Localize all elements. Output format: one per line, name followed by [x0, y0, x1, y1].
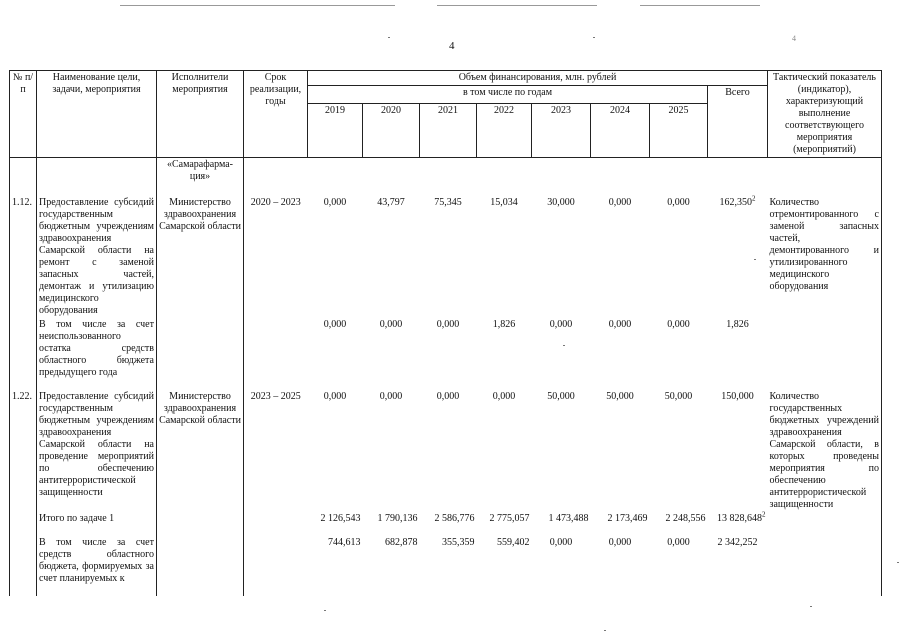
row-number: 1.22. — [10, 390, 37, 512]
header-by-years: в том числе по годам — [308, 86, 708, 104]
scan-speck — [324, 610, 326, 611]
value-2024: 0,000 — [608, 196, 632, 208]
row-period: 2023 – 2025 — [250, 390, 301, 402]
value-2020: 0,000 — [379, 318, 403, 330]
value-2021: 355,359 — [442, 536, 475, 548]
value-2024: 0,000 — [608, 536, 632, 548]
value-2020: 0,000 — [379, 390, 403, 402]
row-executor: Министерство здравоохранения Самарской области — [157, 390, 244, 512]
table-row — [10, 390, 882, 512]
value-2022: 0,000 — [492, 390, 516, 402]
row-name: Итого по задаче 1 — [37, 512, 157, 536]
value-2024: 0,000 — [608, 318, 632, 330]
header-year: 2020 — [363, 104, 420, 158]
scan-speck — [593, 37, 595, 38]
value-2019: 0,000 — [323, 196, 347, 208]
value-2023: 0,000 — [549, 318, 573, 330]
header-funding: Объем финансирования, млн. рублей — [308, 71, 768, 86]
scan-edge-line — [437, 5, 597, 6]
header-year: 2025 — [650, 104, 708, 158]
value-2025: 0,000 — [667, 318, 690, 330]
value-2023: 1 473,488 — [548, 512, 589, 524]
table-row — [10, 318, 882, 390]
value-2020: 43,797 — [377, 196, 405, 208]
header-year: 2021 — [420, 104, 477, 158]
value-total — [708, 196, 768, 318]
value-total — [708, 512, 768, 536]
corner-mark: 4 — [792, 34, 796, 43]
value-total: 2 342,252 — [717, 536, 758, 548]
value-2025: 50,000 — [664, 390, 693, 402]
program-table — [9, 70, 882, 596]
value-2021: 2 586,776 — [434, 512, 475, 524]
value-total: 150,000 — [721, 390, 754, 402]
value-2019: 744,613 — [328, 536, 361, 548]
scan-speck — [388, 37, 390, 38]
row-name: В том числе за счет неиспользованного остатка средств областного бюджета предыдущего года — [37, 318, 157, 390]
header-year: 2022 — [477, 104, 532, 158]
value-2021: 0,000 — [436, 318, 460, 330]
value-2020: 1 790,136 — [377, 512, 418, 524]
value-2024: 50,000 — [606, 390, 634, 402]
footnote-mark: 2 — [762, 510, 766, 519]
header-year: 2023 — [532, 104, 591, 158]
value-2024: 2 173,469 — [607, 512, 648, 524]
row-period: 2020 – 2023 — [250, 196, 301, 208]
header-year: 2019 — [308, 104, 363, 158]
value-2023: 0,000 — [549, 536, 573, 548]
value-2022: 15,034 — [490, 196, 518, 208]
value-2022: 559,402 — [497, 536, 530, 548]
header-period: Срок реализации, годы — [244, 71, 308, 158]
row-name: В том числе за счет средств областного бюджета, формируемых за счет планируемых к — [37, 536, 157, 596]
table-row — [10, 512, 882, 536]
value-total: 1,826 — [726, 318, 749, 330]
value-2020: 682,878 — [385, 536, 418, 548]
scan-edge-line — [640, 5, 760, 6]
scan-speck — [897, 562, 899, 563]
header-total: Всего — [708, 86, 768, 158]
header-num: № п/п — [10, 71, 37, 158]
value-2021: 75,345 — [434, 196, 462, 208]
value-2019: 0,000 — [323, 390, 347, 402]
carryover-executor: «Самарафарма-ция» — [157, 158, 244, 196]
table-row — [10, 536, 882, 596]
value-2021: 0,000 — [436, 390, 460, 402]
row-name: Предоставление субсидий государственным бюджетным учреждениям здравоохранения Самарской области на ремонт с заменой запасных частей, демонтаж и утилизацию медицинского оборудования — [37, 196, 157, 318]
total-value: 13 828,648 — [717, 512, 762, 524]
value-2022: 1,826 — [492, 318, 516, 330]
total-value: 162,350 — [719, 196, 752, 208]
value-2019: 0,000 — [323, 318, 347, 330]
scan-speck — [810, 606, 812, 607]
row-indicator: Количество отремонтированного с заменой запасных частей, демонтированного и утилизированного медицинского оборудования — [768, 196, 882, 318]
value-2019: 2 126,543 — [320, 512, 361, 524]
scan-edge-line — [120, 5, 395, 6]
table-row — [10, 196, 882, 318]
header-executor: Исполнители мероприятия — [157, 71, 244, 158]
header-indicator: Тактический показатель (индикатор), характеризующий выполнение соответствующего мероприятия (мероприятий) — [768, 71, 882, 158]
footnote-mark: 2 — [752, 194, 756, 203]
value-2023: 50,000 — [547, 390, 575, 402]
value-2025: 2 248,556 — [665, 512, 706, 524]
header-year: 2024 — [591, 104, 650, 158]
page-number: 4 — [449, 40, 455, 52]
row-indicator: Количество государственных бюджетных учреждений здравоохранения Самарской области, в которых проведены мероприятия по обеспечению антитеррористической защищенности — [768, 390, 882, 512]
value-2022: 2 775,057 — [489, 512, 530, 524]
row-executor: Министерство здравоохранения Самарской области — [157, 196, 244, 318]
scan-speck — [604, 630, 606, 631]
row-name: Предоставление субсидий государственным бюджетным учреждениям здравоохранения Самарской области на проведение мероприятий по обеспечению антитеррористической защищенности — [37, 390, 157, 512]
row-number: 1.12. — [10, 196, 37, 318]
value-2023: 30,000 — [547, 196, 575, 208]
value-2025: 0,000 — [667, 196, 690, 208]
header-name: Наименование цели, задачи, мероприятия — [37, 71, 157, 158]
value-2025: 0,000 — [667, 536, 690, 548]
